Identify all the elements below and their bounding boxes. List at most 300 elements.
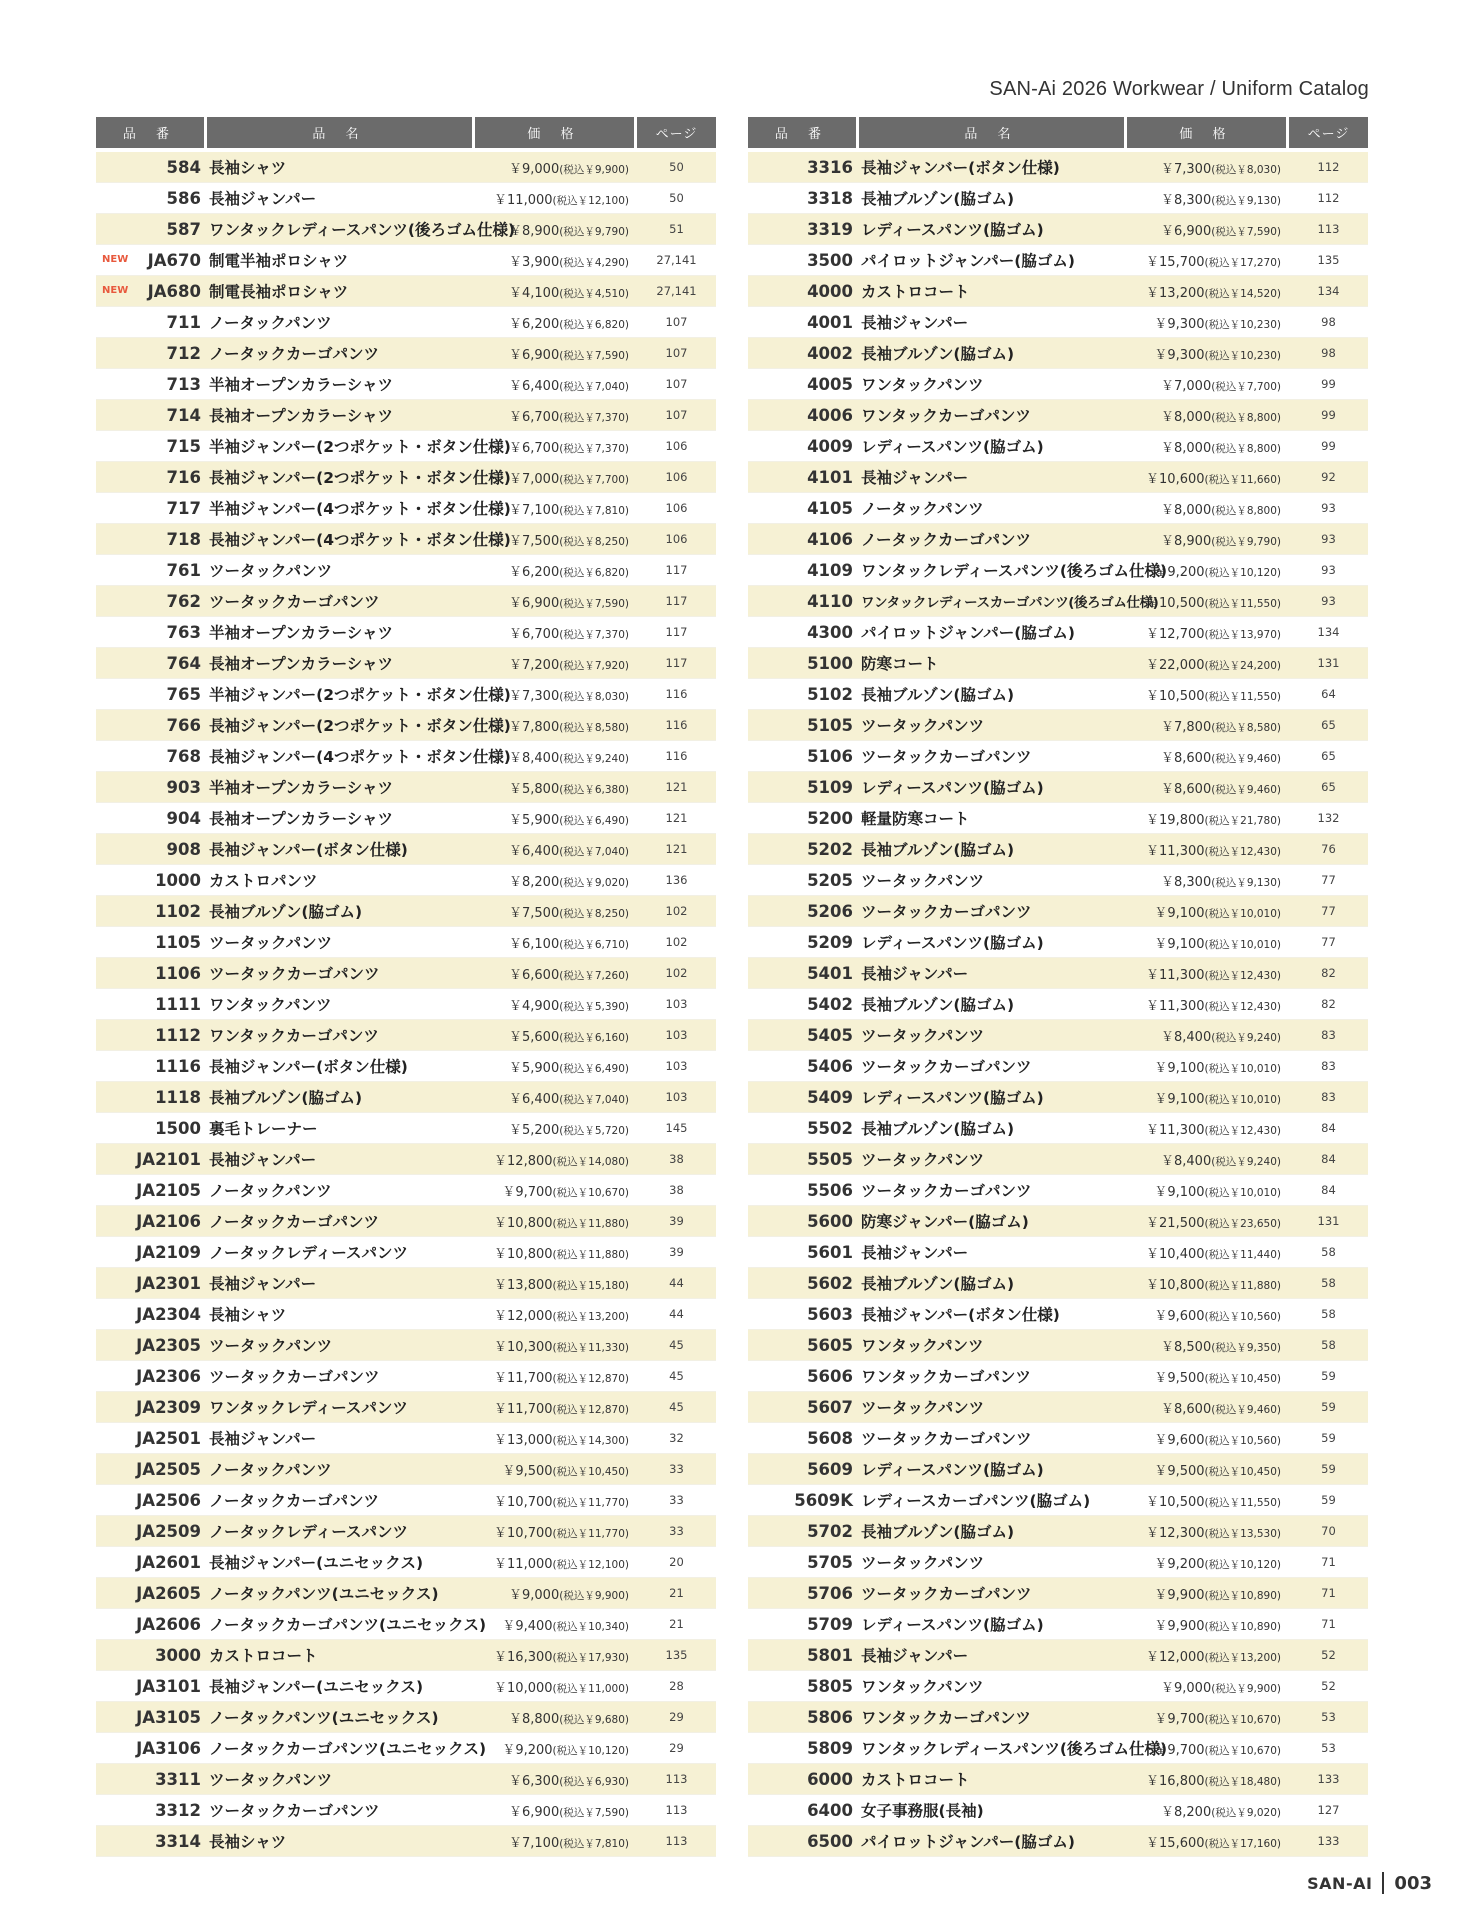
product-code (96, 648, 207, 678)
table-row (748, 710, 1368, 741)
table-row (748, 369, 1368, 400)
table-row (96, 338, 716, 369)
price-excl-tax: ￥9,500 (1154, 1370, 1205, 1386)
product-code-text: JA3105 (136, 1707, 201, 1727)
catalog-page: 102 (665, 966, 688, 980)
tax-value: ￥11,440 (1229, 1248, 1277, 1261)
product-code (748, 1330, 859, 1360)
product-price (475, 1615, 637, 1634)
catalog-page: 52 (1321, 1648, 1336, 1662)
product-code-text: 3319 (807, 219, 853, 239)
table-row (748, 958, 1368, 989)
price-excl-tax: ￥6,200 (509, 564, 560, 580)
product-name: 長袖シャツ (209, 1833, 287, 1851)
product-code (96, 152, 207, 182)
product-price (475, 1119, 637, 1138)
tax-prefix: 税込 (556, 1465, 578, 1478)
catalog-page: 116 (665, 749, 688, 763)
price-incl-tax: (税込￥8,030) (559, 690, 629, 703)
tax-prefix: 税込 (556, 1248, 578, 1261)
product-code (96, 307, 207, 337)
catalog-page: 136 (665, 873, 688, 887)
tax-value: ￥7,370 (584, 442, 625, 455)
price-incl-tax: (税込￥15,180) (552, 1279, 629, 1292)
price-excl-tax: ￥10,800 (1146, 1277, 1205, 1293)
price-incl-tax: (税込￥4,290) (559, 256, 629, 269)
catalog-page: 32 (669, 1431, 684, 1445)
product-price (1127, 1801, 1289, 1820)
tax-value: ￥10,890 (1229, 1589, 1277, 1602)
catalog-page: 77 (1321, 873, 1336, 887)
product-price (475, 1150, 637, 1169)
tax-prefix: 税込 (563, 1775, 585, 1788)
product-name: ツータックパンツ (861, 1151, 985, 1169)
price-incl-tax: (税込￥12,100) (552, 194, 629, 207)
catalog-page: 33 (669, 1462, 684, 1476)
table-row (748, 989, 1368, 1020)
price-incl-tax: (税込￥17,930) (552, 1651, 629, 1664)
tax-value: ￥6,380 (584, 783, 625, 796)
product-name: レディースパンツ(脇ゴム) (861, 1461, 1044, 1479)
tax-value: ￥9,790 (1236, 535, 1277, 548)
product-code (748, 245, 859, 275)
price-incl-tax: (税込￥8,800) (1211, 442, 1281, 455)
table-row (748, 1175, 1368, 1206)
tax-value: ￥10,230 (1229, 349, 1277, 362)
product-code-text: JA2306 (136, 1366, 201, 1386)
table-row (96, 648, 716, 679)
price-excl-tax: ￥9,500 (502, 1463, 553, 1479)
product-code-text: 5608 (807, 1428, 853, 1448)
product-name: 防寒ジャンパー(脇ゴム) (861, 1213, 1029, 1231)
tax-value: ￥23,650 (1229, 1217, 1277, 1230)
product-name: 長袖ブルゾン(脇ゴム) (861, 1523, 1015, 1541)
product-price (475, 1739, 637, 1758)
product-name: 半袖オープンカラーシャツ (209, 376, 393, 394)
product-code-text: 584 (166, 157, 201, 177)
table-row (748, 1485, 1368, 1516)
catalog-page: 117 (665, 625, 688, 639)
price-excl-tax: ￥9,200 (502, 1742, 553, 1758)
price-excl-tax: ￥6,100 (509, 936, 560, 952)
product-price (475, 1677, 637, 1696)
price-incl-tax: (税込￥11,770) (552, 1527, 629, 1540)
product-code (96, 245, 207, 275)
product-code (96, 989, 207, 1019)
product-code-text: 5105 (807, 715, 853, 735)
price-excl-tax: ￥7,800 (1161, 719, 1212, 735)
catalog-page: 92 (1321, 470, 1336, 484)
product-price (475, 189, 637, 208)
product-code-text: 4005 (807, 374, 853, 394)
product-name: ワンタックカーゴパンツ (861, 1709, 1031, 1727)
product-code (96, 1175, 207, 1205)
product-price (1127, 1553, 1289, 1572)
product-name: ワンタックパンツ (861, 1337, 984, 1355)
catalog-page: 145 (665, 1121, 688, 1135)
product-price (475, 1274, 637, 1293)
product-code-text: 1106 (155, 963, 201, 983)
product-price (475, 840, 637, 859)
product-code-text: 5801 (807, 1645, 853, 1665)
price-excl-tax: ￥7,200 (509, 657, 560, 673)
product-name: 長袖ジャンパー (861, 469, 969, 487)
product-code (748, 152, 859, 182)
product-name: ノータックパンツ(ユニセックス) (209, 1709, 439, 1727)
product-code (748, 1764, 859, 1794)
product-code (748, 1671, 859, 1701)
tax-prefix: 税込 (1208, 566, 1230, 579)
product-name: ノータックレディースパンツ (209, 1523, 409, 1541)
tax-prefix: 税込 (1208, 1062, 1230, 1075)
tax-value: ￥11,330 (577, 1341, 625, 1354)
product-name: ノータックカーゴパンツ(ユニセックス) (209, 1616, 487, 1634)
product-price (1127, 592, 1289, 611)
table-row (748, 834, 1368, 865)
catalog-page: 131 (1317, 656, 1340, 670)
tax-prefix: 税込 (563, 690, 585, 703)
price-excl-tax: ￥10,300 (494, 1339, 553, 1355)
table-row (748, 1795, 1368, 1826)
product-name: 長袖ジャンパー(2つポケット・ボタン仕様) (209, 717, 511, 735)
product-name: 長袖ブルゾン(脇ゴム) (861, 1120, 1015, 1138)
tax-value: ￥10,560 (1229, 1434, 1277, 1447)
product-name: 長袖ジャンパー(ボタン仕様) (861, 1306, 1060, 1324)
price-incl-tax: (税込￥11,550) (1204, 1496, 1281, 1509)
catalog-page: 59 (1321, 1462, 1336, 1476)
tax-value: ￥9,680 (584, 1713, 625, 1726)
product-price (1127, 158, 1289, 177)
product-code-text: 5402 (807, 994, 853, 1014)
tax-value: ￥4,290 (584, 256, 625, 269)
catalog-page: 113 (1317, 222, 1340, 236)
price-incl-tax: (税込￥10,670) (552, 1186, 629, 1199)
product-price (1127, 1677, 1289, 1696)
tax-prefix: 税込 (563, 845, 585, 858)
price-excl-tax: ￥11,000 (494, 1556, 553, 1572)
price-incl-tax: (税込￥9,790) (1211, 535, 1281, 548)
product-code-text: JA3106 (136, 1738, 201, 1758)
product-price (1127, 685, 1289, 704)
tax-value: ￥8,030 (584, 690, 625, 703)
tax-value: ￥7,040 (584, 380, 625, 393)
product-price (1127, 561, 1289, 580)
tax-value: ￥10,010 (1229, 1062, 1277, 1075)
table-row (96, 679, 716, 710)
table-row (96, 183, 716, 214)
product-code (748, 1485, 859, 1515)
product-code (96, 617, 207, 647)
price-incl-tax: (税込￥11,880) (552, 1217, 629, 1230)
catalog-page: 65 (1321, 780, 1336, 794)
product-name: 長袖オープンカラーシャツ (209, 810, 393, 828)
tax-prefix: 税込 (1208, 1434, 1230, 1447)
product-code-text: JA2505 (136, 1459, 201, 1479)
price-excl-tax: ￥9,700 (1154, 1711, 1205, 1727)
product-price (1127, 933, 1289, 952)
product-code (748, 462, 859, 492)
product-code-text: 768 (166, 746, 201, 766)
tax-prefix: 税込 (1208, 938, 1230, 951)
product-price (1127, 1832, 1289, 1851)
product-code (96, 896, 207, 926)
product-code (748, 772, 859, 802)
price-excl-tax: ￥9,900 (1154, 1587, 1205, 1603)
price-excl-tax: ￥11,700 (494, 1370, 553, 1386)
tax-prefix: 税込 (556, 1682, 578, 1695)
product-code-text: JA2305 (136, 1335, 201, 1355)
tax-prefix: 税込 (563, 783, 585, 796)
product-code-text: 711 (166, 312, 201, 332)
table-row (748, 276, 1368, 307)
header-page: ページ (637, 117, 716, 148)
price-excl-tax: ￥16,800 (1146, 1773, 1205, 1789)
tax-prefix: 税込 (1215, 225, 1237, 238)
product-price (1127, 1243, 1289, 1262)
product-name: ツータックカーゴパンツ (209, 1368, 380, 1386)
price-excl-tax: ￥13,000 (494, 1432, 553, 1448)
table-row (96, 1764, 716, 1795)
price-incl-tax: (税込￥10,560) (1204, 1310, 1281, 1323)
product-code (748, 1640, 859, 1670)
tax-prefix: 税込 (1208, 1496, 1230, 1509)
tax-prefix: 税込 (563, 504, 585, 517)
product-code (748, 493, 859, 523)
price-excl-tax: ￥6,400 (509, 843, 560, 859)
table-row (96, 462, 716, 493)
tax-value: ￥9,900 (584, 163, 625, 176)
product-name: ツータックカーゴパンツ (861, 748, 1032, 766)
product-price (1127, 1088, 1289, 1107)
tax-value: ￥8,800 (1236, 442, 1277, 455)
price-incl-tax: (税込￥10,340) (552, 1620, 629, 1633)
tax-value: ￥11,000 (577, 1682, 625, 1695)
tax-prefix: 税込 (563, 1093, 585, 1106)
table-header (96, 117, 716, 148)
product-price (475, 530, 637, 549)
catalog-page: 21 (669, 1617, 684, 1631)
product-price (1127, 1336, 1289, 1355)
catalog-page: 103 (665, 997, 688, 1011)
product-code-text: 5600 (807, 1211, 853, 1231)
catalog-page: 53 (1321, 1710, 1336, 1724)
product-code-text: JA3101 (136, 1676, 201, 1696)
price-excl-tax: ￥10,400 (1146, 1246, 1205, 1262)
price-excl-tax: ￥15,700 (1146, 254, 1205, 270)
price-excl-tax: ￥7,500 (509, 533, 560, 549)
product-price (475, 344, 637, 363)
product-price (1127, 375, 1289, 394)
table-row (96, 1330, 716, 1361)
tax-prefix: 税込 (1215, 1682, 1237, 1695)
price-excl-tax: ￥8,200 (509, 874, 560, 890)
product-code-text: 5702 (807, 1521, 853, 1541)
price-incl-tax: (税込￥7,810) (559, 1837, 629, 1850)
tax-value: ￥9,460 (1236, 783, 1277, 796)
product-name: 長袖ジャンパー(2つポケット・ボタン仕様) (209, 469, 511, 487)
product-code (748, 1051, 859, 1081)
tax-value: ￥9,900 (584, 1589, 625, 1602)
price-excl-tax: ￥9,500 (1154, 1463, 1205, 1479)
product-price (1127, 1367, 1289, 1386)
price-incl-tax: (税込￥13,530) (1204, 1527, 1281, 1540)
tax-prefix: 税込 (1215, 1155, 1237, 1168)
price-excl-tax: ￥5,200 (509, 1122, 560, 1138)
product-name: 長袖オープンカラーシャツ (209, 655, 393, 673)
product-price (475, 1367, 637, 1386)
table-body (748, 152, 1368, 1857)
price-incl-tax: (税込￥9,240) (1211, 1155, 1281, 1168)
product-price (475, 375, 637, 394)
price-excl-tax: ￥10,600 (1146, 471, 1205, 487)
price-excl-tax: ￥9,900 (1154, 1618, 1205, 1634)
price-excl-tax: ￥6,600 (509, 967, 560, 983)
table-row (748, 524, 1368, 555)
tax-value: ￥7,810 (584, 1837, 625, 1850)
tax-prefix: 税込 (563, 287, 585, 300)
table-row (96, 772, 716, 803)
product-code (96, 1764, 207, 1794)
product-name: ノータックパンツ (209, 1182, 332, 1200)
table-row (96, 1175, 716, 1206)
table-row (748, 1144, 1368, 1175)
catalog-page: 107 (665, 408, 688, 422)
product-price (475, 871, 637, 890)
tax-prefix: 税込 (1208, 597, 1230, 610)
product-price (1127, 1708, 1289, 1727)
price-incl-tax: (税込￥18,480) (1204, 1775, 1281, 1788)
price-excl-tax: ￥11,300 (1146, 967, 1205, 983)
product-code (96, 369, 207, 399)
price-incl-tax: (税込￥7,370) (559, 628, 629, 641)
product-code (748, 1454, 859, 1484)
product-code-text: 714 (166, 405, 201, 425)
price-table-left (96, 117, 716, 1857)
product-code-text: JA2106 (136, 1211, 201, 1231)
tax-value: ￥10,010 (1229, 1186, 1277, 1199)
product-code-text: 5805 (807, 1676, 853, 1696)
product-code-text: 5605 (807, 1335, 853, 1355)
tax-value: ￥6,820 (584, 566, 625, 579)
product-code-text: 4001 (807, 312, 853, 332)
price-excl-tax: ￥11,000 (494, 192, 553, 208)
price-excl-tax: ￥9,100 (1154, 905, 1205, 921)
tax-prefix: 税込 (1208, 1713, 1230, 1726)
price-incl-tax: (税込￥8,250) (559, 907, 629, 920)
price-incl-tax: (税込￥11,770) (552, 1496, 629, 1509)
tax-value: ￥10,010 (1229, 938, 1277, 951)
product-code (96, 679, 207, 709)
product-price (475, 220, 637, 239)
price-excl-tax: ￥15,600 (1146, 1835, 1205, 1851)
tax-prefix: 税込 (1208, 1372, 1230, 1385)
product-code (748, 1516, 859, 1546)
price-incl-tax: (税込￥7,700) (559, 473, 629, 486)
product-name: レディースパンツ(脇ゴム) (861, 1089, 1044, 1107)
product-code (748, 1547, 859, 1577)
header-page: ページ (1289, 117, 1368, 148)
tax-value: ￥6,930 (584, 1775, 625, 1788)
product-code (96, 803, 207, 833)
product-code-text: 5109 (807, 777, 853, 797)
tax-prefix: 税込 (1208, 1465, 1230, 1478)
price-incl-tax: (税込￥11,000) (552, 1682, 629, 1695)
table-row (96, 803, 716, 834)
product-code-text: 4110 (807, 591, 853, 611)
catalog-page: 134 (1317, 284, 1340, 298)
price-incl-tax: (税込￥7,920) (559, 659, 629, 672)
tax-prefix: 税込 (1215, 1806, 1237, 1819)
product-name: 長袖ジャンパー (209, 1430, 317, 1448)
product-name: レディースカーゴパンツ(脇ゴム) (861, 1492, 1091, 1510)
tax-value: ￥13,970 (1229, 628, 1277, 641)
catalog-page: 121 (665, 811, 688, 825)
tax-value: ￥12,870 (577, 1372, 625, 1385)
product-price (1127, 1584, 1289, 1603)
price-table-right (748, 117, 1368, 1857)
product-price (475, 1305, 637, 1324)
table-row (748, 214, 1368, 245)
product-name: カストロコート (209, 1647, 318, 1665)
product-name: ノータックカーゴパンツ (209, 345, 380, 363)
product-code-text: JA670 (147, 250, 201, 270)
tax-prefix: 税込 (1208, 845, 1230, 858)
table-row (96, 617, 716, 648)
product-name: ノータックパンツ (861, 500, 984, 518)
price-excl-tax: ￥10,000 (494, 1680, 553, 1696)
product-price (1127, 1615, 1289, 1634)
product-code (748, 834, 859, 864)
product-code-text: 586 (166, 188, 201, 208)
product-code (96, 183, 207, 213)
tax-value: ￥7,370 (584, 411, 625, 424)
product-name: レディースパンツ(脇ゴム) (861, 779, 1044, 797)
product-code-text: JA2605 (136, 1583, 201, 1603)
price-excl-tax: ￥9,700 (502, 1184, 553, 1200)
product-price (1127, 1491, 1289, 1510)
product-name: ワンタックカーゴパンツ (861, 407, 1031, 425)
product-code (748, 1702, 859, 1732)
product-price (1127, 189, 1289, 208)
product-name: レディースパンツ(脇ゴム) (861, 438, 1044, 456)
product-name: 長袖ブルゾン(脇ゴム) (861, 841, 1015, 859)
table-row (96, 1206, 716, 1237)
product-code-text: 5506 (807, 1180, 853, 1200)
product-code-text: 4009 (807, 436, 853, 456)
table-row (96, 896, 716, 927)
table-row (748, 617, 1368, 648)
product-name: ツータックカーゴパンツ (861, 1430, 1032, 1448)
tax-prefix: 税込 (563, 628, 585, 641)
tax-prefix: 税込 (563, 1124, 585, 1137)
product-code (96, 1516, 207, 1546)
tax-value: ￥10,120 (1229, 566, 1277, 579)
catalog-page: 134 (1317, 625, 1340, 639)
tax-value: ￥9,460 (1236, 752, 1277, 765)
tax-value: ￥9,020 (1236, 1806, 1277, 1819)
product-code-text: 5609 (807, 1459, 853, 1479)
tax-value: ￥9,240 (1236, 1031, 1277, 1044)
product-name: ワンタックレディースカーゴパンツ(後ろゴム仕様) (861, 595, 1159, 611)
tax-prefix: 税込 (556, 1155, 578, 1168)
price-excl-tax: ￥7,300 (509, 688, 560, 704)
product-price (1127, 778, 1289, 797)
catalog-page: 117 (665, 594, 688, 608)
price-excl-tax: ￥7,500 (509, 905, 560, 921)
catalog-page: 76 (1321, 842, 1336, 856)
product-price (1127, 1398, 1289, 1417)
product-code (748, 400, 859, 430)
